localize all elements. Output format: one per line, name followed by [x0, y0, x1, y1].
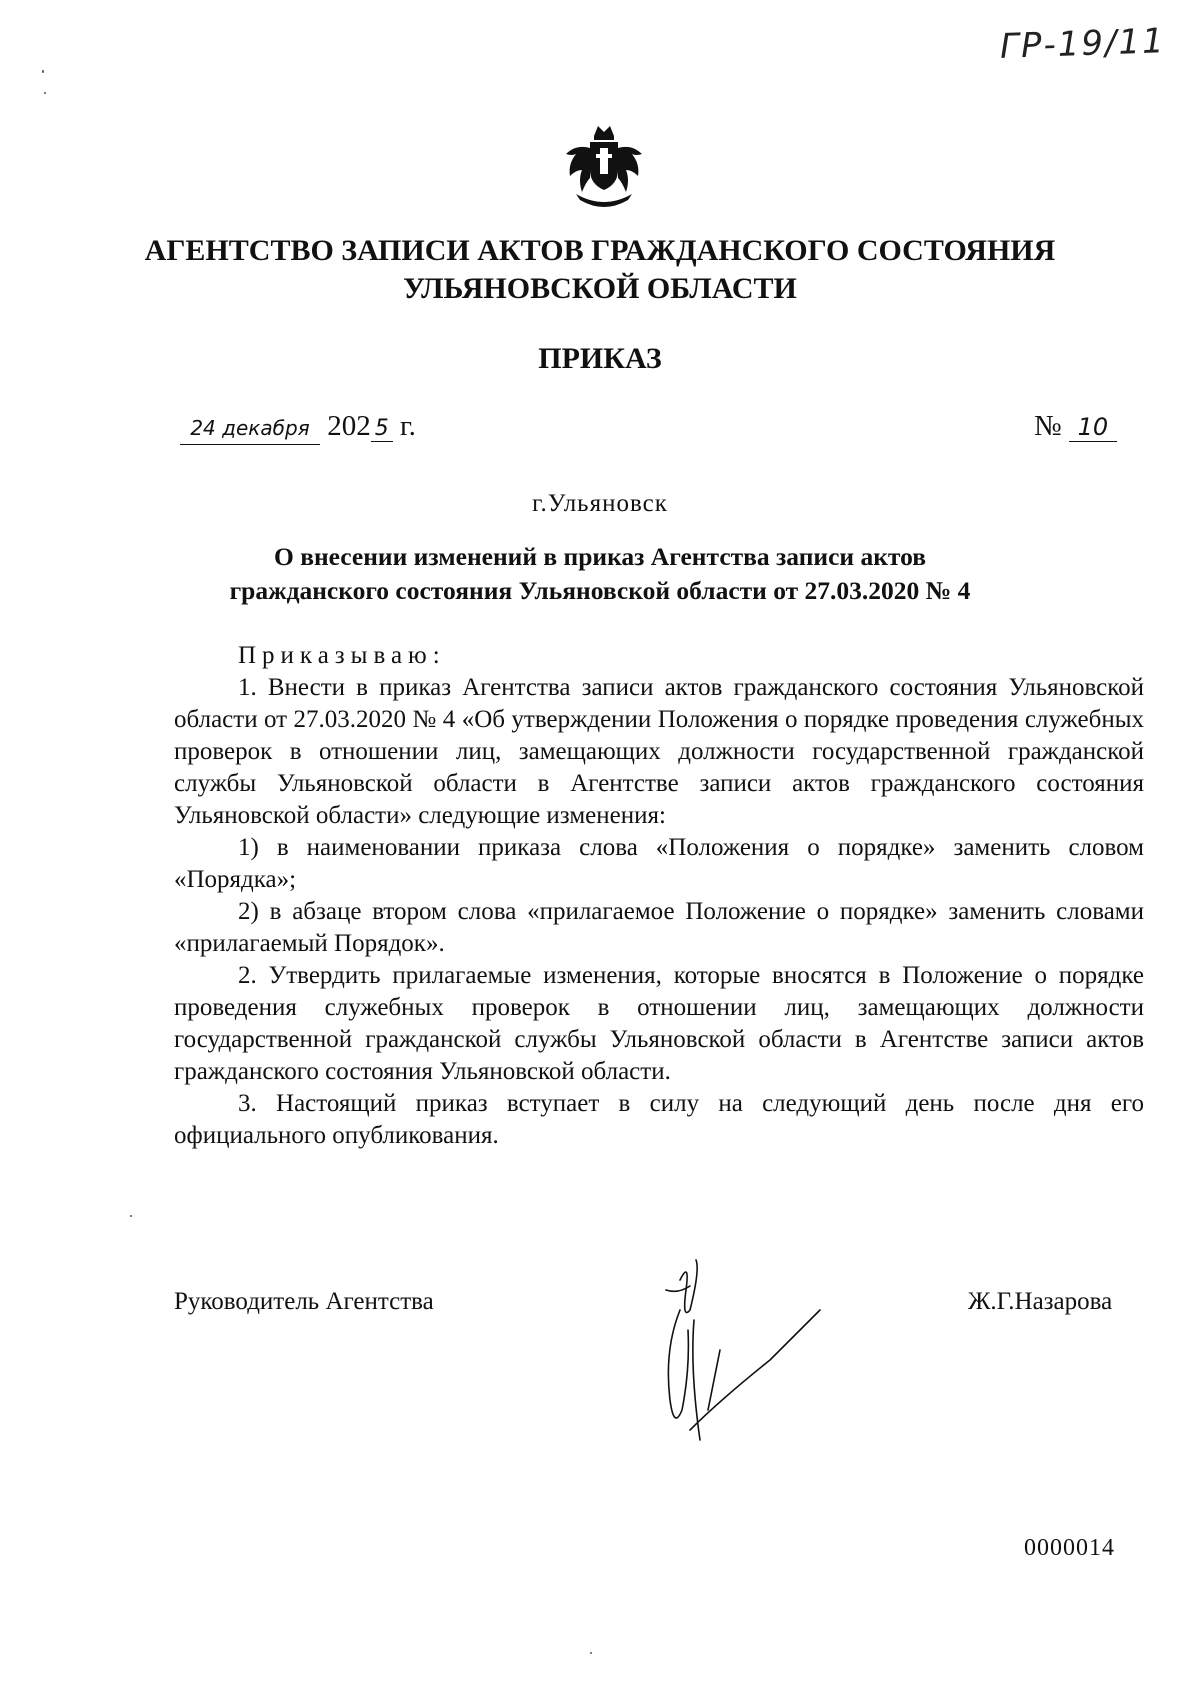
- subject-line2: гражданского состояния Ульяновской области от 27.03.2020 № 4: [229, 576, 971, 605]
- paragraph-1-item-2: 2) в абзаце втором слова «прилагаемое Положение о порядке» заменить словами «прилагаемый Порядок».: [174, 898, 1144, 957]
- date-day-month: 24 декабря: [180, 412, 320, 445]
- date-year-digit: 5: [371, 416, 393, 442]
- number-label: №: [1034, 410, 1062, 442]
- number-value: 10: [1069, 413, 1117, 442]
- scan-speck: [590, 1652, 592, 1654]
- handwritten-registry-mark: ГР-19/11: [999, 21, 1167, 67]
- agency-name: [0, 232, 1200, 308]
- order-number: [1034, 410, 1117, 443]
- city-name: г.Ульяновск: [532, 490, 668, 517]
- scan-speck: [130, 1215, 132, 1217]
- scan-speck: [42, 70, 44, 73]
- agency-name-line1: АГЕНТСТВО ЗАПИСИ АКТОВ ГРАЖДАНСКОГО СОСТОЯНИЯ: [144, 234, 1056, 267]
- order-word: Приказываю:: [238, 642, 446, 669]
- agency-name-line2: УЛЬЯНОВСКОЙ ОБЛАСТИ: [403, 272, 797, 305]
- order-date: [180, 410, 416, 445]
- coat-of-arms-icon: [556, 118, 652, 214]
- paragraph-3: 3. Настоящий приказ вступает в силу на следующий день после дня его официального опубликования.: [174, 1090, 1144, 1149]
- scan-speck: [44, 92, 46, 94]
- date-year-prefix: 202: [327, 410, 371, 442]
- signatory-name: Ж.Г.Назарова: [968, 1288, 1113, 1315]
- subject-line1: О внесении изменений в приказ Агентства записи актов: [273, 542, 927, 571]
- paragraph-1: 1. Внести в приказ Агентства записи актов гражданского состояния Ульяновской области от 27.03.2020 № 4 «Об утверждении Положения о порядке проведения служебных проверок в отношении лиц, замещающих должности государственной гражданской службы Ульяновской области в Агентстве записи актов гражданского состояния Ульяновской области» следующие изменения:: [174, 674, 1144, 829]
- registration-number: 0000014: [1024, 1535, 1115, 1561]
- signatory-position: Руководитель Агентства: [174, 1288, 434, 1315]
- order-subject: [0, 540, 1200, 608]
- document-type-title: ПРИКАЗ: [538, 342, 662, 375]
- order-body: [174, 640, 1144, 1152]
- handwritten-signature-icon: [660, 1250, 860, 1450]
- paragraph-1-item-1: 1) в наименовании приказа слова «Положения о порядке» заменить словом «Порядка»;: [174, 834, 1144, 893]
- date-year-suffix: г.: [392, 410, 416, 442]
- paragraph-2: 2. Утвердить прилагаемые изменения, которые вносятся в Положение о порядке проведения служебных проверок в отношении лиц, замещающих должности государственной гражданской службы Ульяновской области в Агентстве записи актов гражданского состояния Ульяновской области.: [174, 962, 1144, 1085]
